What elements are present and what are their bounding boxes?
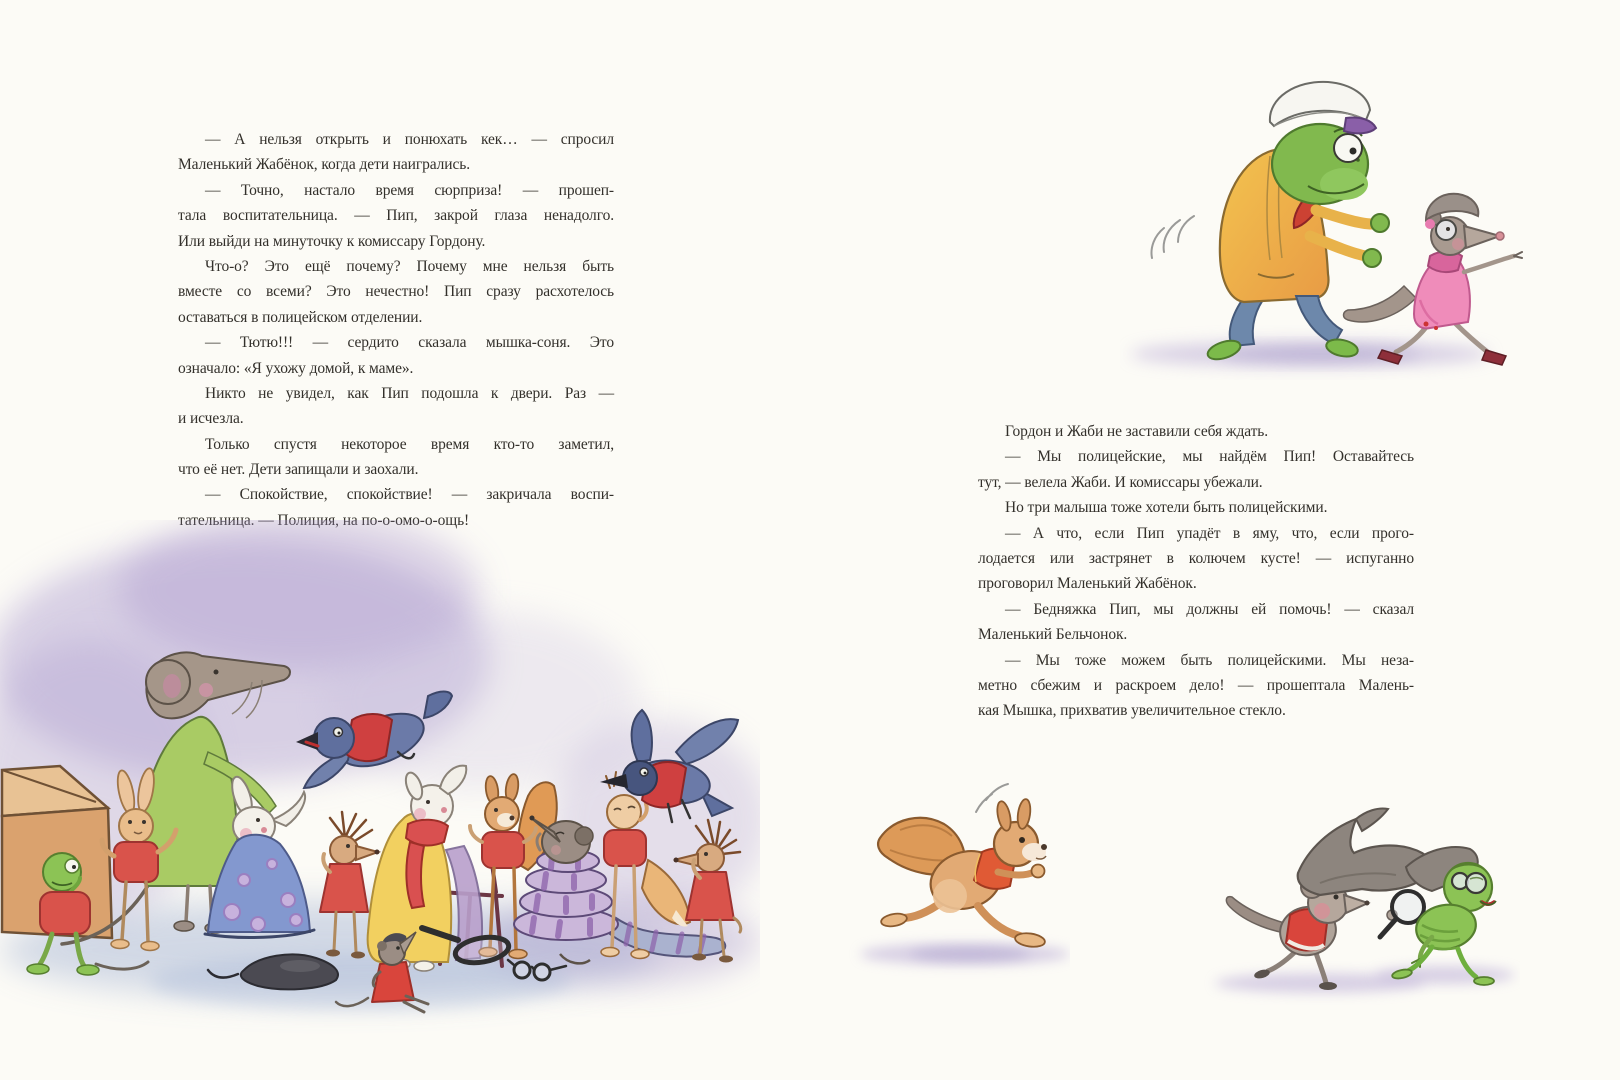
text-line: лодается или застрянет в колючем кусте! — испуганно <box>978 549 1414 567</box>
text-line: метно сбежим и раскроем дело! — прошептала Малень- <box>978 676 1414 694</box>
text-line: — Спокойствие, спокойствие! — закричала воспи- <box>205 486 614 504</box>
text-line: — Точно, настало время сюрприза! — прошеп- <box>205 181 614 199</box>
little-squirrel-runner <box>878 784 1047 949</box>
commissars-running-illustration <box>1120 60 1560 380</box>
text-line: вместе со всеми? Это нечестно! Пип сразу расхотелось <box>178 283 614 301</box>
text-line: Маленький Жабёнок, когда дети наигрались. <box>178 156 471 174</box>
text-line: Что-о? Это ещё почему? Почему мне нельзя быть <box>205 257 614 275</box>
text-line: проговорил Маленький Жабёнок. <box>978 575 1197 593</box>
mouse-and-frog-running-illustration <box>1170 755 1520 1005</box>
text-line: что её нет. Дети запищали и заохали. <box>178 461 419 479</box>
text-line: Никто не увидел, как Пип подошла к двери. Раз — <box>205 384 614 402</box>
text-line: кая Мышка, прихватив увеличительное стекло. <box>978 702 1286 720</box>
running-squirrel-illustration <box>830 760 1070 980</box>
text-line: Но три малыша тоже хотели быть полицейскими. <box>1005 499 1328 517</box>
motion-lines <box>1152 216 1195 258</box>
left-page-text <box>178 127 614 533</box>
text-line: означало: «Я ухожу домой, к маме». <box>178 359 414 377</box>
little-mouse-with-magnifier-and-big-hat <box>1226 808 1431 990</box>
text-line: — Тютю!!! — сердито сказала мышка-соня. Это <box>205 334 614 352</box>
classroom-scene-illustration <box>0 520 760 1060</box>
text-line: — Бедняжка Пип, мы должны ей помочь! — сказал <box>1005 600 1414 618</box>
text-line: — Мы тоже можем быть полицейскими. Мы неза- <box>1005 651 1414 669</box>
text-line: Гордон и Жаби не заставили себя ждать. <box>1005 423 1269 440</box>
ground-shadow <box>1130 341 1490 367</box>
text-line: оставаться в полицейском отделении. <box>178 308 423 326</box>
text-line: — А нельзя открыть и понюхать кек… — спросил <box>205 131 614 148</box>
text-line: — Мы полицейские, мы найдём Пип! Оставайтесь <box>1005 448 1414 466</box>
text-line: Только спустя некоторое время кто-то заметил, <box>205 435 614 453</box>
text-line: — А что, если Пип упадёт в яму, что, если прого- <box>1005 524 1414 542</box>
text-line: и исчезла. <box>178 410 244 428</box>
text-line: тут, — велела Жаби. И комиссары убежали. <box>978 473 1263 491</box>
text-line: Маленький Бельчонок. <box>978 626 1128 644</box>
text-line: тательница. — Полиция, на по-о-омо-о-ощь! <box>178 511 470 529</box>
text-line: Или выйди на минуточку к комиссару Гордону. <box>178 232 486 250</box>
text-line: тала воспитательница. — Пип, закрой глаза ненадолго. <box>178 207 614 225</box>
right-page-text <box>978 419 1414 724</box>
